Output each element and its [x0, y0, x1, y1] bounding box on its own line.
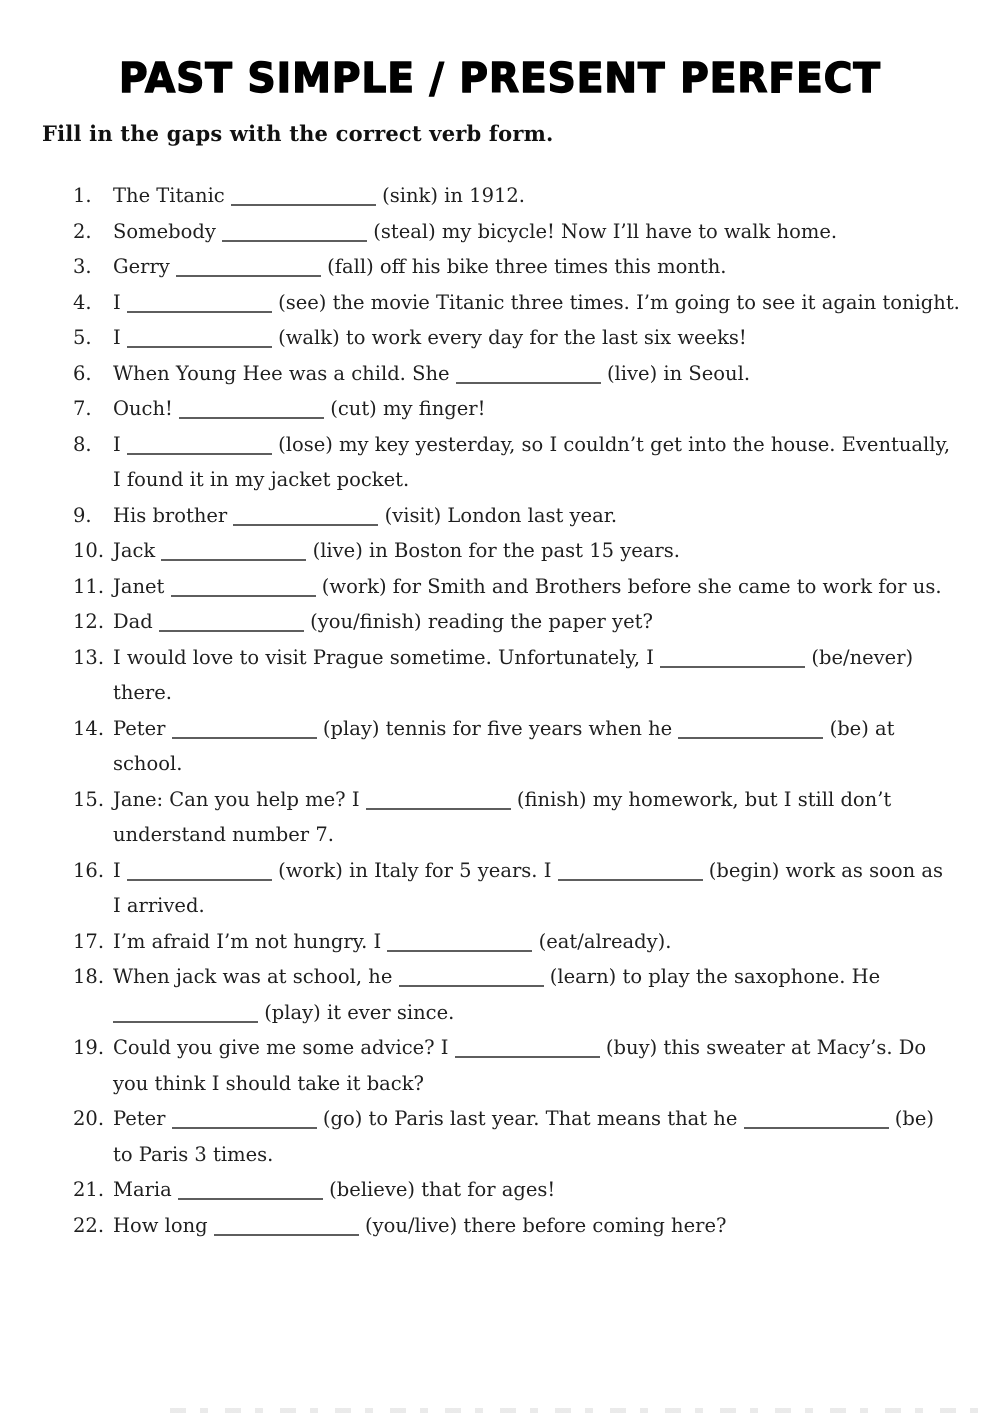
item-number: 16. [73, 858, 105, 882]
answer-blank[interactable] [127, 309, 272, 313]
item-text [113, 924, 961, 960]
text-fragment: school. [113, 752, 183, 775]
list-item [0, 569, 1000, 605]
answer-blank[interactable] [127, 344, 272, 348]
answer-blank[interactable] [159, 628, 304, 632]
text-fragment: (eat/already). [532, 929, 672, 953]
list-item [0, 391, 1000, 427]
item-number: 13. [73, 645, 105, 669]
answer-blank[interactable] [558, 877, 703, 881]
list-item [0, 498, 1000, 534]
list-item [0, 1208, 1000, 1244]
text-fragment: Jane: Can you help me? I [113, 787, 366, 811]
text-fragment: you think I should take it back? [113, 1071, 424, 1095]
item-number: 17. [73, 929, 105, 953]
text-fragment: (live) in Seoul. [600, 361, 751, 385]
item-text [113, 782, 961, 853]
list-item [0, 533, 1000, 569]
answer-blank[interactable] [366, 806, 511, 810]
text-fragment: (be/never) [805, 645, 914, 669]
text-fragment: (work) in Italy for 5 years. I [271, 858, 558, 882]
page-title: PAST SIMPLE / PRESENT PERFECT [119, 55, 881, 103]
text-fragment: I [113, 432, 127, 456]
text-fragment: (lose) my key yesterday, so I couldn’t get into the house. Eventually, [271, 432, 951, 456]
text-fragment: Could you give me some advice? I [113, 1036, 455, 1059]
answer-blank[interactable] [455, 1054, 600, 1058]
answer-blank[interactable] [161, 557, 306, 561]
item-text [113, 1101, 961, 1172]
text-fragment: (you/finish) reading the paper yet? [303, 610, 653, 633]
text-fragment: The Titanic [113, 184, 231, 207]
answer-blank[interactable] [172, 735, 317, 739]
item-text [113, 711, 961, 782]
item-text [113, 356, 961, 392]
item-text [113, 498, 961, 534]
list-item [0, 1172, 1000, 1208]
item-number: 18. [73, 965, 105, 988]
text-fragment: Peter [113, 716, 172, 740]
text-fragment: (be) at [823, 716, 895, 740]
item-number: 2. [73, 219, 92, 243]
text-fragment: I [113, 858, 127, 882]
answer-blank[interactable] [399, 983, 544, 987]
text-fragment: Peter [113, 1107, 172, 1130]
text-fragment: When jack was at school, he [113, 965, 399, 988]
text-fragment: Somebody [113, 219, 223, 243]
item-number: 3. [73, 255, 92, 278]
list-item [0, 356, 1000, 392]
text-fragment: (learn) to play the saxophone. He [543, 965, 881, 988]
text-fragment: Jack [113, 539, 162, 562]
text-fragment: How long [113, 1213, 214, 1237]
text-fragment: I’m afraid I’m not hungry. I [113, 929, 388, 953]
item-text [113, 1030, 961, 1101]
item-number: 15. [73, 787, 105, 811]
text-fragment: (cut) my finger! [324, 397, 486, 420]
item-number: 4. [73, 290, 92, 314]
list-item [0, 285, 1000, 321]
answer-blank[interactable] [179, 415, 324, 419]
item-text [113, 853, 961, 924]
item-number: 11. [73, 574, 105, 598]
text-fragment: (work) for Smith and Brothers before she came to work for us. [315, 574, 942, 598]
item-number: 10. [73, 539, 105, 562]
list-item [0, 640, 1000, 711]
item-text [113, 427, 961, 498]
text-fragment: I [113, 326, 127, 349]
list-item [0, 959, 1000, 1030]
answer-blank[interactable] [222, 238, 367, 242]
list-item [0, 320, 1000, 356]
answer-blank[interactable] [127, 877, 272, 881]
item-text [113, 640, 961, 711]
text-fragment: (begin) work as soon as [702, 858, 943, 882]
list-item [0, 1101, 1000, 1172]
text-fragment: Gerry [113, 255, 176, 278]
item-text [113, 1172, 961, 1208]
list-item [0, 178, 1000, 214]
answer-blank[interactable] [660, 664, 805, 668]
item-text [113, 178, 961, 214]
text-fragment: (see) the movie Titanic three times. I’m going to see it again tonight. [271, 290, 960, 314]
item-number: 9. [73, 503, 92, 527]
item-text [113, 249, 961, 285]
text-fragment: (finish) my homework, but I still don’t [510, 787, 892, 811]
text-fragment: Ouch! [113, 397, 180, 420]
text-fragment: His brother [113, 503, 234, 527]
item-number: 22. [73, 1213, 105, 1237]
text-fragment: understand number 7. [113, 823, 334, 846]
item-text [113, 285, 961, 321]
text-fragment: When Young Hee was a child. She [113, 361, 456, 385]
list-item [0, 711, 1000, 782]
item-number: 6. [73, 361, 92, 385]
text-fragment: (sink) in 1912. [375, 184, 525, 207]
text-fragment: (be) [888, 1107, 935, 1130]
instruction-text: Fill in the gaps with the correct verb form. [42, 121, 554, 146]
answer-blank[interactable] [172, 1125, 317, 1129]
item-text [113, 604, 961, 640]
text-fragment: Janet [113, 574, 171, 598]
item-number: 20. [73, 1107, 105, 1130]
text-fragment: there. [113, 681, 172, 704]
answer-blank[interactable] [113, 1019, 258, 1023]
text-fragment: Dad [113, 610, 159, 633]
item-number: 21. [73, 1178, 105, 1201]
text-fragment: (play) it ever since. [258, 1000, 455, 1024]
item-text [113, 320, 961, 356]
answer-blank[interactable] [387, 948, 532, 952]
text-fragment: (visit) London last year. [378, 503, 618, 527]
list-item [0, 249, 1000, 285]
answer-blank[interactable] [214, 1232, 359, 1236]
text-fragment: (play) tennis for five years when he [316, 716, 679, 740]
text-fragment: I arrived. [113, 894, 205, 917]
item-number: 8. [73, 432, 92, 456]
item-text [113, 533, 961, 569]
list-item [0, 924, 1000, 960]
item-number: 14. [73, 716, 105, 740]
text-fragment: Maria [113, 1178, 178, 1201]
list-item [0, 604, 1000, 640]
text-fragment: (go) to Paris last year. That means that he [316, 1107, 744, 1130]
answer-blank[interactable] [176, 273, 321, 277]
answer-blank[interactable] [456, 380, 601, 384]
list-item [0, 214, 1000, 250]
text-fragment: to Paris 3 times. [113, 1142, 274, 1166]
text-fragment: (walk) to work every day for the last six weeks! [271, 326, 747, 349]
text-fragment: (live) in Boston for the past 15 years. [306, 539, 680, 562]
item-number: 12. [73, 610, 105, 633]
text-fragment: (fall) off his bike three times this month. [320, 255, 727, 278]
item-text [113, 214, 961, 250]
item-number: 1. [73, 184, 92, 207]
text-fragment: (buy) this sweater at Macy’s. Do [599, 1036, 927, 1059]
item-number: 5. [73, 326, 92, 349]
text-fragment: (steal) my bicycle! Now I’ll have to walk home. [367, 219, 838, 243]
answer-blank[interactable] [678, 735, 823, 739]
list-item [0, 782, 1000, 853]
item-text [113, 959, 961, 1030]
worksheet-list [0, 178, 1000, 1243]
text-fragment: I [113, 290, 127, 314]
answer-blank[interactable] [127, 451, 272, 455]
list-item [0, 853, 1000, 924]
text-fragment: I would love to visit Prague sometime. Unfortunately, I [113, 645, 661, 669]
answer-blank[interactable] [744, 1125, 889, 1129]
item-text [113, 1208, 961, 1244]
text-fragment: I found it in my jacket pocket. [113, 468, 410, 491]
text-fragment: (believe) that for ages! [322, 1178, 556, 1201]
answer-blank[interactable] [178, 1196, 323, 1200]
answer-blank[interactable] [231, 202, 376, 206]
item-text [113, 391, 961, 427]
answer-blank[interactable] [171, 593, 316, 597]
item-number: 7. [73, 397, 92, 420]
item-number: 19. [73, 1036, 105, 1059]
cutoff-text-remnant [170, 1408, 990, 1413]
text-fragment: (you/live) there before coming here? [358, 1213, 727, 1237]
list-item [0, 427, 1000, 498]
list-item [0, 1030, 1000, 1101]
item-text [113, 569, 961, 605]
answer-blank[interactable] [233, 522, 378, 526]
